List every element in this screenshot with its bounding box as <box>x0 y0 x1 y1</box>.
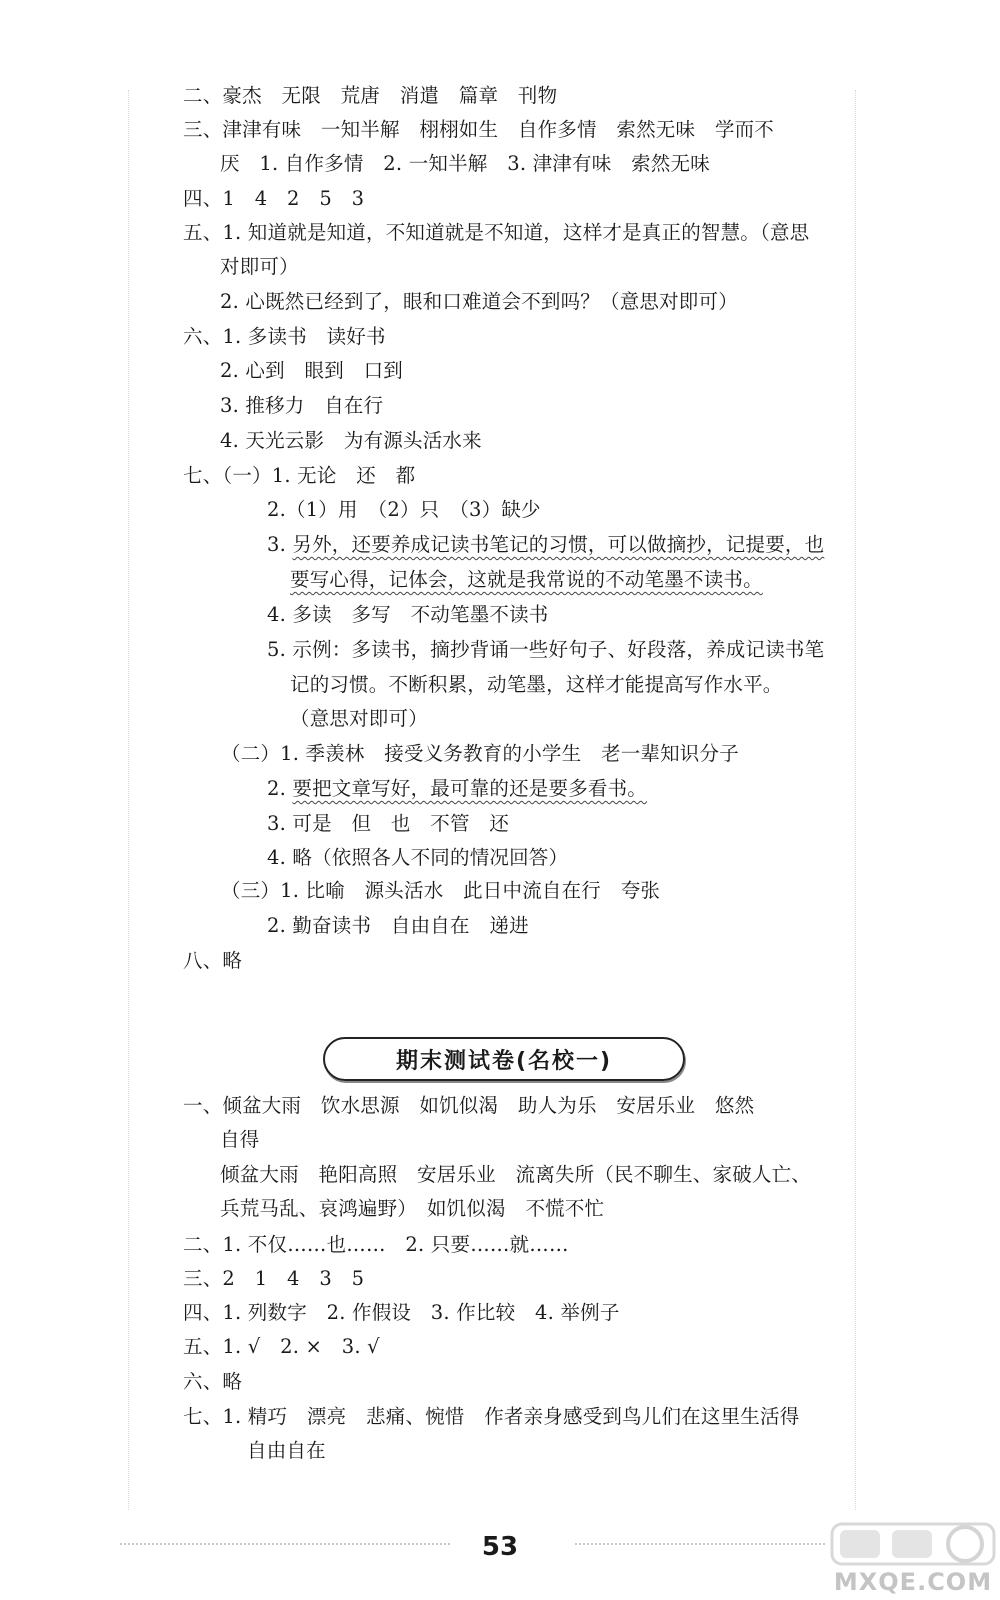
answer-line: 2. 心到 眼到 口到 <box>220 359 404 382</box>
section-title: 期末测试卷(名校一) <box>323 1037 685 1081</box>
answer-line: 对即可） <box>220 255 299 278</box>
answer-line: （二）1. 季羡林 接受义务教育的小学生 老一辈知识分子 <box>221 742 739 765</box>
answer-line: 二、1. 不仅……也…… 2. 只要……就…… <box>183 1233 569 1256</box>
answer-line: 倾盆大雨 艳阳高照 安居乐业 流离失所（民不聊生、家破人亡、 <box>220 1163 812 1186</box>
answer-line: 3. 可是 但 也 不管 还 <box>267 812 510 835</box>
answer-line: 2. 心既然已经到了，眼和口难道会不到吗？（意思对即可） <box>220 290 738 313</box>
footer-rule-left <box>120 1543 450 1545</box>
answer-line <box>267 532 824 558</box>
answer-line: 七、（一）1. 无论 还 都 <box>183 464 416 487</box>
watermark-text: MXQE.COM <box>833 1568 993 1596</box>
left-margin-rule <box>128 90 129 1510</box>
answer-line: 七、1. 精巧 漂亮 悲痛、惋惜 作者亲身感受到鸟儿们在这里生活得 <box>183 1405 800 1428</box>
right-margin-rule <box>855 90 856 1510</box>
answer-line: 记的习惯。不断积累，动笔墨，这样才能提高写作水平。 <box>290 673 783 696</box>
answer-line: 六、1. 多读书 读好书 <box>183 325 386 348</box>
wavy-underlined-answer: 另外，还要养成记读书笔记的习惯，可以做摘抄，记提要，也 <box>292 533 825 556</box>
answer-line: （三）1. 比喻 源头活水 此日中流自在行 夸张 <box>221 879 661 902</box>
answer-line: 二、豪杰 无限 荒唐 消遣 篇章 刊物 <box>183 84 558 107</box>
answer-line: 4. 略（依照各人不同的情况回答） <box>267 846 569 869</box>
answer-line: 四、1 4 2 5 3 <box>183 187 365 210</box>
answer-line: 三、津津有味 一知半解 栩栩如生 自作多情 索然无味 学而不 <box>183 118 775 141</box>
answer-line: 厌 1. 自作多情 2. 一知半解 3. 津津有味 索然无味 <box>220 152 710 175</box>
answer-line: 六、略 <box>183 1370 243 1393</box>
answer-line <box>267 776 647 802</box>
item-number: 2. <box>267 777 293 800</box>
item-number: 3. <box>267 533 293 556</box>
answer-line: 2.（1）用 （2）只 （3）缺少 <box>267 498 541 521</box>
wavy-underlined-answer: 要写心得，记体会，这就是我常说的不动笔墨不读书。 <box>290 568 763 591</box>
answer-line: 4. 天光云影 为有源头活水来 <box>220 429 482 452</box>
answer-line: 2. 勤奋读书 自由自在 递进 <box>267 914 529 937</box>
answer-line: 兵荒马乱、哀鸿遍野） 如饥似渴 不慌不忙 <box>220 1197 605 1220</box>
footer-rule-right <box>575 1543 825 1545</box>
answer-line: 三、2 1 4 3 5 <box>183 1267 365 1290</box>
watermark-logo <box>828 1520 998 1598</box>
answer-line: 一、倾盆大雨 饮水思源 如饥似渴 助人为乐 安居乐业 悠然 <box>183 1094 755 1117</box>
answer-line: 3. 推移力 自在行 <box>220 394 384 417</box>
answer-line: 自得 <box>220 1128 260 1151</box>
wavy-underlined-answer: 要把文章写好，最可靠的还是要多看书。 <box>292 777 648 800</box>
page-number: 53 <box>481 1532 519 1562</box>
answer-line: 四、1. 列数字 2. 作假设 3. 作比较 4. 举例子 <box>183 1301 620 1324</box>
answer-line: 自由自在 <box>247 1439 326 1462</box>
answer-line: 五、1. √ 2. × 3. √ <box>183 1335 380 1358</box>
answer-line: 5. 示例：多读书，摘抄背诵一些好句子、好段落，养成记读书笔 <box>267 638 825 661</box>
answer-line: 五、1. 知道就是知道，不知道就是不知道，这样才是真正的智慧。（意思 <box>183 221 810 244</box>
answer-line: （意思对即可） <box>290 707 428 730</box>
watermark-badge-icon <box>828 1520 998 1568</box>
answer-line: 4. 多读 多写 不动笔墨不读书 <box>267 603 549 626</box>
answer-line: 八、略 <box>183 949 243 972</box>
